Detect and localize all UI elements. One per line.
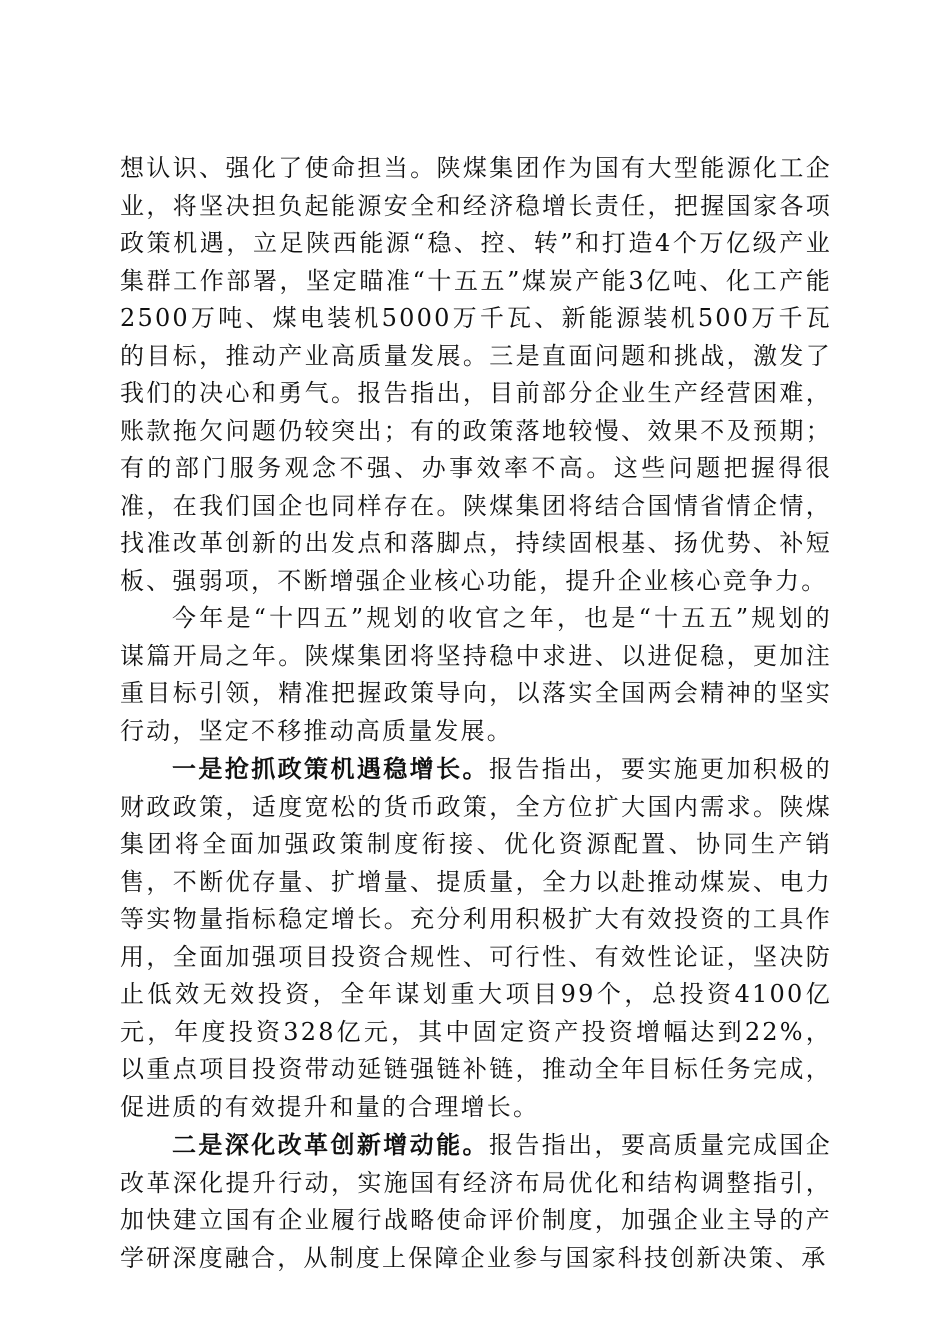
paragraph-plan-year bbox=[120, 600, 832, 750]
paragraph-text: 今年是“十四五”规划的收官之年，也是“十五五”规划的谋篇开局之年。陕煤集团将坚持稳中求进、以进促稳，更加注重目标引领，精准把握政策导向，以落实全国两会精神的坚实行动，坚定不移推动高质量发展。 bbox=[120, 604, 832, 745]
body-text bbox=[120, 150, 832, 1277]
paragraph-lead-heading: 二是深化改革创新增动能。 bbox=[172, 1130, 489, 1159]
paragraph-continuation bbox=[120, 150, 832, 600]
paragraph-reform-innovation bbox=[120, 1126, 832, 1277]
paragraph-text: 想认识、强化了使命担当。陕煤集团作为国有大型能源化工企业，将坚决担负起能源安全和经济稳增长责任，把握国家各项政策机遇，立足陕西能源“稳、控、转”和打造4个万亿级产业集群工作部署，坚定瞄准“十五五”煤炭产能3亿吨、化工产能2500万吨、煤电装机5000万千瓦、新能源装机500万千瓦的目标，推动产业高质量发展。三是直面问题和挑战，激发了我们的决心和勇气。报告指出，目前部分企业生产经营困难，账款拖欠问题仍较突出；有的政策落地较慢、效果不及预期；有的部门服务观念不强、办事效率不高。这些问题把握得很准，在我们国企也同样存在。陕煤集团将结合国情省情企情，找准改革创新的出发点和落脚点，持续固根基、扬优势、补短板、强弱项，不断增强企业核心功能，提升企业核心竞争力。 bbox=[120, 154, 832, 595]
paragraph-text: 报告指出，要高质量完成国企改革深化提升行动，实施国有经济布局优化和结构调整指引，加快建立国有企业履行战略使命评价制度，加强企业主导的产学研深度融合，从制度上保障企业参与国家科技创新决策、承 bbox=[120, 1131, 832, 1272]
paragraph-policy-growth bbox=[120, 750, 832, 1126]
paragraph-lead-heading: 一是抢抓政策机遇稳增长。 bbox=[172, 754, 489, 783]
paragraph-text: 报告指出，要实施更加积极的财政政策，适度宽松的货币政策，全方位扩大国内需求。陕煤集团将全面加强政策制度衔接、优化资源配置、协同生产销售，不断优存量、扩增量、提质量，全力以赴推动煤炭、电力等实物量指标稳定增长。充分利用积极扩大有效投资的工具作用，全面加强项目投资合规性、可行性、有效性论证，坚决防止低效无效投资，全年谋划重大项目99个，总投资4100亿元，年度投资328亿元，其中固定资产投资增幅达到22%，以重点项目投资带动延链强链补链，推动全年目标任务完成，促进质的有效提升和量的合理增长。 bbox=[120, 755, 832, 1121]
